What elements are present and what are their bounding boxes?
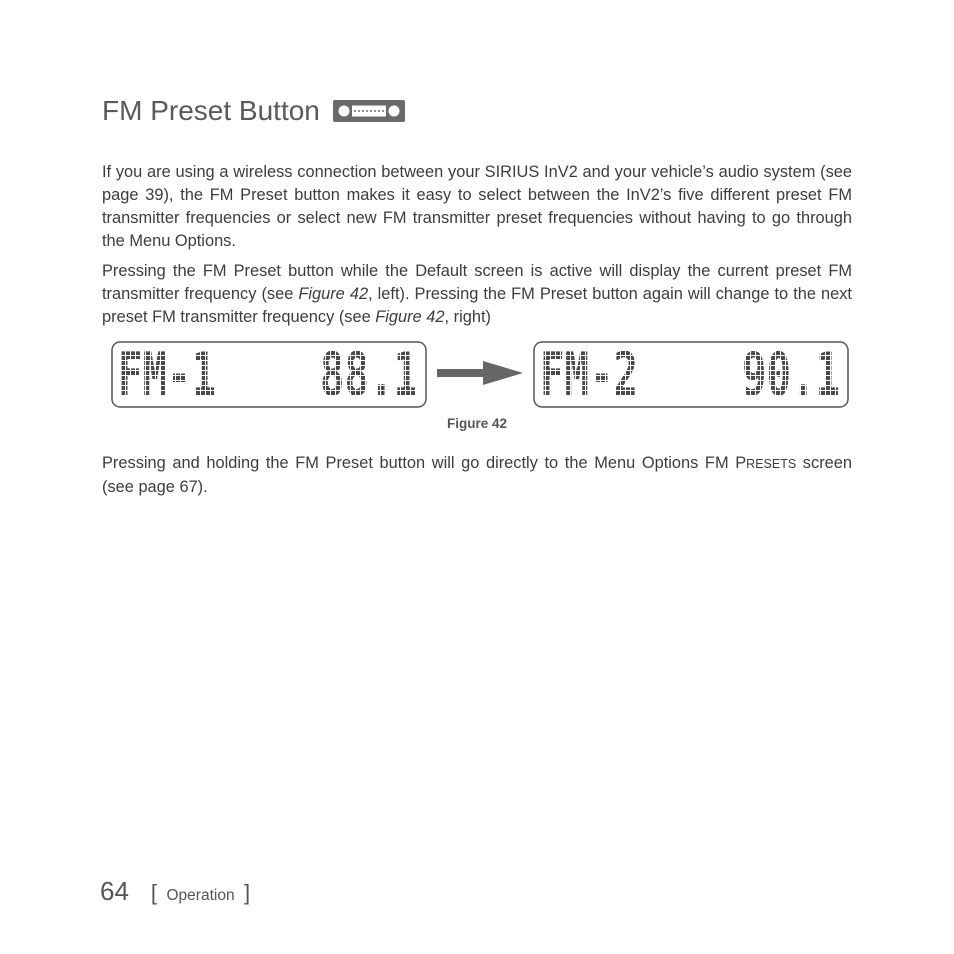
bracket-open: [ [150,880,158,905]
lcd-display-left [112,340,426,410]
p2-text-a: Pressing the FM Preset button while the Default screen is active will display the current preset FM transmitter frequency (see [102,262,852,303]
lcd-label: FM-1 [118,340,216,410]
figure-reference: Figure 42 [298,285,369,303]
default-screen-paragraph [102,260,852,329]
p2-text-c: , right) [444,308,491,326]
figure-caption: Figure 42 [446,416,508,431]
hold-button-paragraph [102,452,852,499]
lcd-display-right [534,340,848,410]
presets-smallcaps-rest: RESETS [746,457,797,471]
p3-text-a: Pressing and holding the FM Preset button will go directly to the Menu Options FM [102,454,736,472]
fm-preset-button-icon [332,99,406,123]
p3-text-b: screen (see page 67). [102,454,853,496]
heading-title: FM Preset Button [102,95,320,126]
section-heading [102,95,406,127]
p2-text-b: , left). Pressing the FM Preset button again will change to the next preset FM transmitter frequency (see [102,285,852,326]
intro-paragraph: If you are using a wireless connection between your SIRIUS InV2 and your vehicle’s audio system (see page 39), the FM Preset button makes it easy to select between the InV2’s five different preset FM transmitter frequencies or select new FM transmitter preset frequencies without having to go through the Menu Options. [102,163,852,250]
figure-42 [111,341,849,409]
lcd-label: FM-2 [540,340,638,410]
section-label [151,880,250,906]
figure-reference: Figure 42 [375,308,445,326]
lcd-frequency: 88.1 [320,340,418,410]
right-arrow-icon [437,361,523,385]
section-name: Operation [166,887,235,904]
bracket-close: ] [244,880,251,905]
page-number: 64 [100,876,129,906]
page-footer [100,876,250,907]
lcd-frequency: 90.1 [742,340,840,410]
presets-smallcaps-initial: P [735,454,747,472]
